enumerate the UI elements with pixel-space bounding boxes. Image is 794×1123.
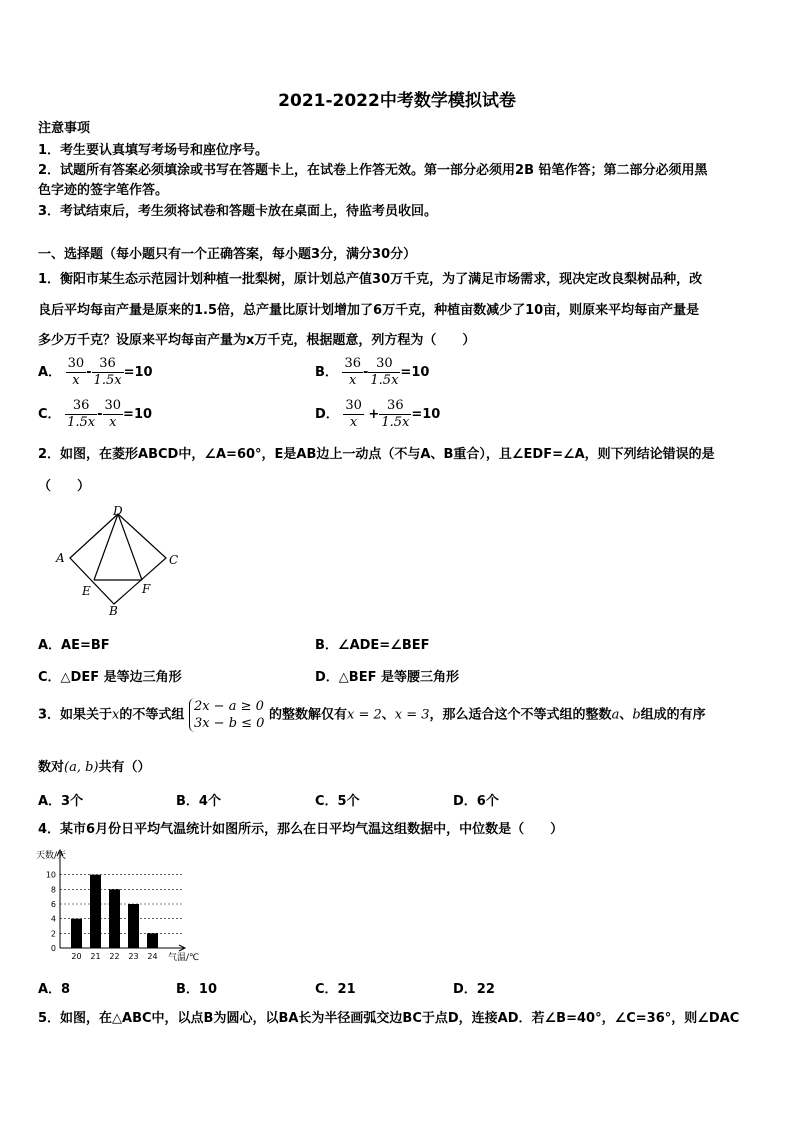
option-d[interactable]: D．△BEF 是等腰三角形 — [315, 670, 459, 685]
note-item: 3．考试结束后，考生须将试卷和答题卡放在桌面上，待监考员收回。 — [38, 204, 438, 219]
option-d[interactable]: D．6个 — [453, 794, 499, 809]
y-tick-label: 2 — [50, 929, 56, 939]
y-tick-label: 4 — [50, 914, 56, 924]
x-tick-label: 20 — [71, 952, 82, 961]
bar — [147, 933, 158, 948]
option-c[interactable]: C．5个 — [315, 794, 360, 809]
rhombus-figure — [50, 504, 186, 620]
question-3-line: 3．如果关于x的不等式组 2x − a ≥ 0 3x − b ≤ 0 的整数解仅有x = 2、x = 3，那么适合这个不等式组的整数a、b组成的有序 — [38, 699, 706, 731]
question-3-line: 数对(a, b)共有（） — [38, 760, 151, 775]
question-1-line: 多少万千克？设原来平均每亩产量为x万千克，根据题意，列方程为（ ） — [38, 333, 476, 348]
option-b[interactable]: B．∠ADE=∠BEF — [315, 638, 430, 653]
figure-label-c: C — [169, 553, 179, 567]
question-1-line: 良后平均每亩产量是原来的1.5倍，总产量比原计划增加了6万千克，种植亩数减少了10亩，则原来平均每亩产量是 — [38, 303, 700, 318]
bar — [109, 889, 120, 948]
option-c[interactable]: C．21 — [315, 982, 356, 997]
question-2-line: （ ） — [38, 479, 91, 494]
option-a[interactable]: A．3个 — [38, 794, 84, 809]
figure-label-d: D — [113, 504, 123, 518]
y-tick-label: 6 — [50, 900, 56, 909]
option-a[interactable]: A．8 — [38, 982, 71, 997]
x-tick-label: 22 — [109, 952, 120, 961]
x-tick-label: 21 — [90, 952, 101, 961]
note-item: 1．考生要认真填写考场号和座位序号。 — [38, 143, 269, 158]
notes-heading: 注意事项 — [38, 121, 91, 136]
y-tick-label: 8 — [50, 885, 56, 895]
y-tick-label: 10 — [45, 870, 56, 880]
option-a[interactable]: A． $\frac{30}{x}$ - $\frac{36}{1.5x}$ =10 — [38, 356, 153, 388]
bar — [128, 904, 139, 948]
figure-label-e: E — [82, 584, 91, 598]
x-tick-label: 24 — [147, 952, 158, 961]
note-item: 2．试题所有答案必须填涂或书写在答题卡上，在试卷上作答无效。第一部分必须用2B 铅笔作答；第二部分必须用黑 — [38, 163, 708, 178]
note-item: 色字迹的签字笔作答。 — [38, 183, 169, 198]
option-c[interactable]: C．△DEF 是等边三角形 — [38, 670, 182, 685]
figure-label-f: F — [142, 582, 151, 596]
x-axis-label: 气温/℃ — [168, 953, 200, 963]
temperature-bar-chart — [34, 846, 214, 966]
option-b[interactable]: B．10 — [176, 982, 217, 997]
option-b[interactable]: B．4个 — [176, 794, 221, 809]
bar — [90, 875, 101, 948]
option-d[interactable]: D． $\frac{30}{x}$ + $\frac{36}{1.5x}$ =10 — [315, 398, 441, 430]
page-title: 2021-2022中考数学模拟试卷 — [278, 91, 516, 111]
question-5-line: 5．如图，在△ABC中，以点B为圆心，以BA长为半径画弧交边BC于点D，连接AD．若∠B=40°，∠C=36°，则∠DAC — [38, 1011, 740, 1026]
option-c[interactable]: C． $\frac{36}{1.5x}$ - $\frac{30}{x}$ =10 — [38, 398, 153, 430]
x-tick-label: 23 — [128, 952, 139, 961]
question-4-line: 4．某市6月份日平均气温统计如图所示，那么在日平均气温这组数据中，中位数是（ ） — [38, 822, 564, 837]
y-axis-label: 天数/天 — [36, 851, 67, 861]
question-1-line: 1．衡阳市某生态示范园计划种植一批梨树，原计划总产值30万千克，为了满足市场需求，现决定改良梨树品种，改 — [38, 272, 703, 287]
option-b[interactable]: B． $\frac{36}{x}$ - $\frac{30}{1.5x}$ =10 — [315, 356, 430, 388]
question-2-line: 2．如图，在菱形ABCD中，∠A=60°，E是AB边上一动点（不与A、B重合），且∠EDF=∠A，则下列结论错误的是 — [38, 447, 715, 462]
inequality-system: 2x − a ≥ 0 3x − b ≤ 0 — [189, 698, 265, 732]
option-d[interactable]: D．22 — [453, 982, 495, 997]
figure-label-a: A — [56, 551, 65, 565]
y-tick-label: 0 — [50, 944, 56, 953]
section-heading: 一、选择题（每小题只有一个正确答案，每小题3分，满分30分） — [38, 247, 417, 262]
bar — [71, 919, 82, 948]
figure-label-b: B — [109, 604, 118, 618]
option-a[interactable]: A．AE=BF — [38, 638, 110, 653]
